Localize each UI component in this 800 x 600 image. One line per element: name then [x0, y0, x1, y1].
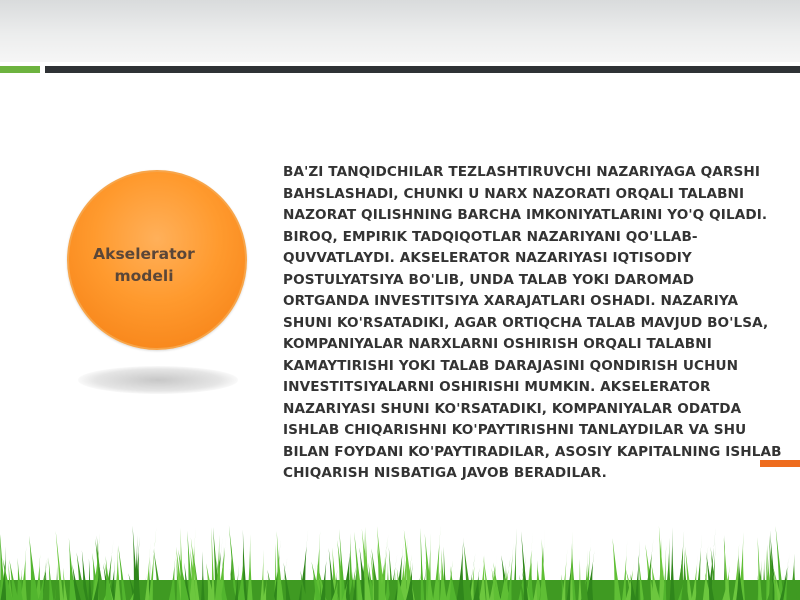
body-paragraph: BA'ZI TANQIDCHILAR TEZLASHTIRUVCHI NAZARIYAGA QARSHI BAHSLASHADI, CHUNKI U NARX NAZORATI ORQALI TALABNI NAZORAT QILISHNING BARCHA IMKONIYATLARINI YO'Q QILADI. BIROQ, EMPIRIK TADQIQOTLAR NAZARIYANI QO'LLAB-QUVVATLAYDI. AKSELERATOR NAZARIYASI IQTISODIY POSTULYATSIYA BO'LIB, UNDA TALAB YOKI DAROMAD ORTGANDA INVESTITSIYA XARAJATLARI OSHADI. NAZARIYA SHUNI KO'RSATADIKI, AGAR ORTIQCHA TALAB MAVJUD BO'LSA, KOMPANIYALAR NARXLARNI OSHIRISH ORQALI TALABNI KAMAYTIRISHI YOKI TALAB DARAJASINI QONDIRISH UCHUN INVESTITSIYALARNI OSHIRISHI MUMKIN. AKSELERATOR NAZARIYASI SHUNI KO'RSATADIKI, KOMPANIYALAR ODATDA ISHLAB CHIQARISHNI KO'PAYTIRISHNI TANLAYDILAR VA SHU BILAN FOYDANI KO'PAYTIRADILAR, ASOSIY KAPITALNING ISHLAB CHIQARISH NISBATIGA JAVOB BERADILAR. — [283, 164, 782, 481]
circle-title — [84, 243, 204, 287]
header-band — [0, 0, 800, 62]
grass-blade — [670, 527, 675, 600]
circle-shadow — [78, 366, 238, 394]
circle-title-line-1: Akselerator — [93, 245, 195, 263]
header-accent-green-bar — [0, 66, 40, 73]
grass-blade — [762, 559, 767, 600]
grass-blade — [201, 551, 204, 600]
grass-blade — [578, 559, 581, 600]
side-accent-orange-bar — [760, 460, 800, 467]
circle-title-line-2: modeli — [114, 267, 174, 285]
grass-decoration — [0, 525, 800, 600]
header-accent-dark-bar — [45, 66, 800, 73]
title-circle — [67, 170, 247, 350]
grass-blade — [247, 534, 252, 600]
